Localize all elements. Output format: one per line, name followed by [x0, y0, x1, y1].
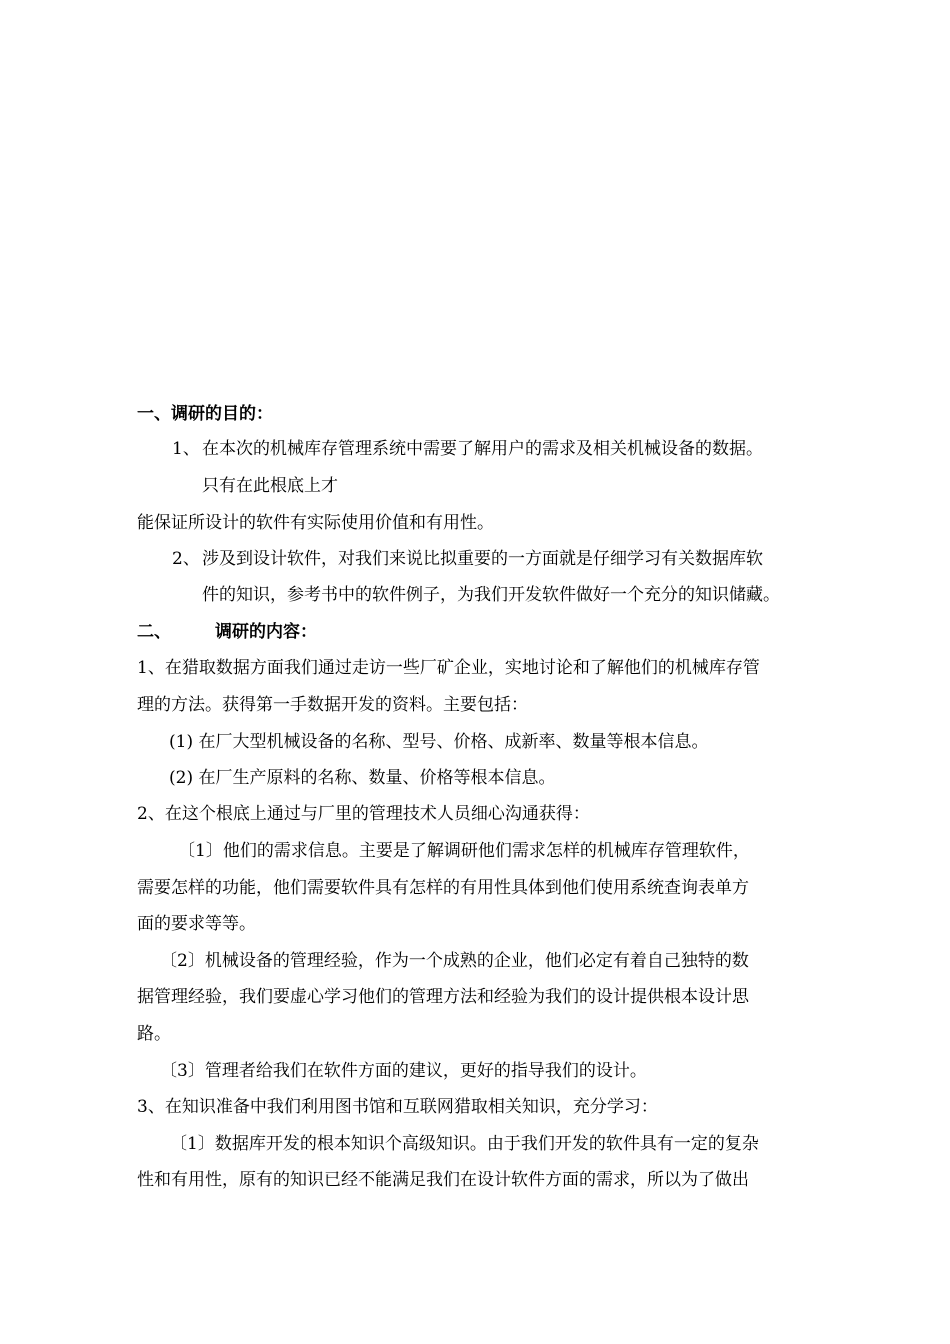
- p3-line1: 3、在知识准备中我们利用图书馆和互联网猎取相关知识，充分学习：: [137, 1097, 658, 1117]
- p2-s2-line1: 〔2〕机械设备的管理经验，作为一个成熟的企业，他们必定有着自己独特的数: [160, 951, 749, 971]
- section2-heading: [137, 620, 317, 644]
- p2-s2-line2: 据管理经验，我们要虚心学习他们的管理方法和经验为我们的设计提供根本设计思: [137, 987, 749, 1007]
- section1-item2-line1: [172, 547, 763, 571]
- p2-s1-line3: 面的要求等等。: [137, 914, 256, 934]
- p1-sub2: (2) 在厂生产原料的名称、数量、价格等根本信息。: [169, 768, 556, 788]
- p2-s1-line2: 需要怎样的功能，他们需要软件具有怎样的有用性具体到他们使用系统查询表单方: [137, 878, 749, 898]
- p2-s1-line1: 〔1〕他们的需求信息。主要是了解调研他们需求怎样的机械库存管理软件，: [178, 841, 750, 861]
- p2-s3-line1: 〔3〕管理者给我们在软件方面的建议，更好的指导我们的设计。: [160, 1061, 647, 1081]
- p1-sub1: (1) 在厂大型机械设备的名称、型号、价格、成新率、数量等根本信息。: [169, 732, 709, 752]
- section2-heading-text: 调研的内容：: [215, 622, 317, 642]
- section1-item1-line2: 只有在此根底上才: [202, 476, 338, 496]
- item2-number: 2、: [172, 549, 200, 569]
- p2-line1: 2、在这个根底上通过与厂里的管理技术人员细心沟通获得：: [137, 804, 590, 824]
- item1-text: 在本次的机械库存管理系统中需要了解用户的需求及相关机械设备的数据。: [202, 439, 763, 459]
- p1-line1: 1、在猎取数据方面我们通过走访一些厂矿企业，实地讨论和了解他们的机械库存管: [137, 658, 760, 678]
- item1-number: 1、: [172, 439, 200, 459]
- section1-item2-line2: 件的知识，参考书中的软件例子，为我们开发软件做好一个充分的知识储藏。: [202, 585, 780, 605]
- p3-s1-line1: 〔1〕数据库开发的根本知识个高级知识。由于我们开发的软件具有一定的复杂: [170, 1134, 759, 1154]
- p3-s1-line2: 性和有用性，原有的知识已经不能满足我们在设计软件方面的需求，所以为了做出: [137, 1170, 749, 1190]
- p2-s2-line3: 路。: [137, 1024, 171, 1044]
- section2-heading-number: 二、: [137, 622, 171, 642]
- section1-item1-line3: 能保证所设计的软件有实际使用价值和有用性。: [137, 513, 494, 533]
- p1-line2: 理的方法。获得第一手数据开发的资料。主要包括：: [137, 695, 528, 715]
- section1-heading: 一、调研的目的：: [137, 404, 273, 424]
- section1-item1-line1: [172, 437, 763, 461]
- item2-text: 涉及到设计软件，对我们来说比拟重要的一方面就是仔细学习有关数据库软: [202, 549, 763, 569]
